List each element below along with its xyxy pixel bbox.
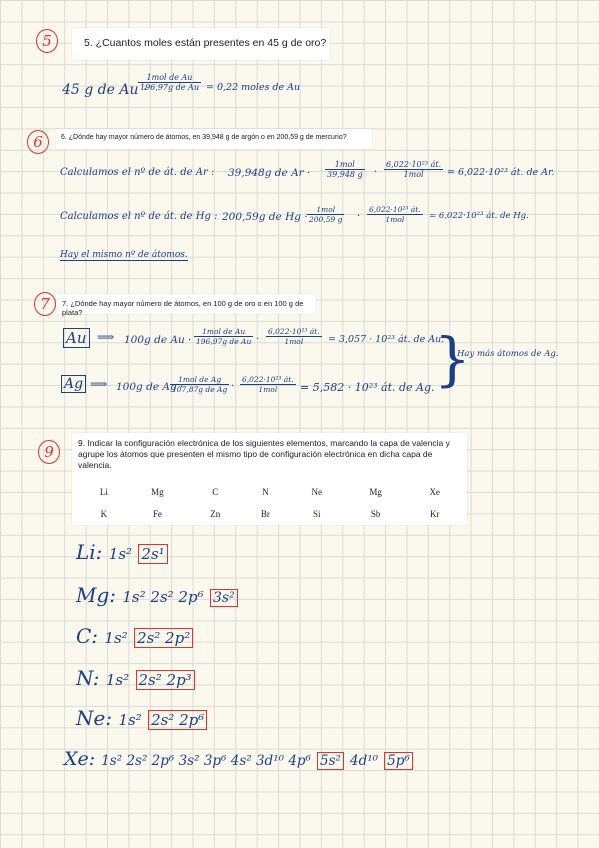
config-li-core: 1s² — [108, 545, 133, 563]
config-c — [76, 624, 193, 648]
q6-line1-mass: 39,948g de Ar · — [228, 167, 311, 179]
q5-frac-top: 1mol de Au — [138, 73, 201, 83]
q5-frac-bottom: 196,97g de Au — [140, 83, 199, 92]
config-ne — [76, 706, 207, 730]
q7-ag-frac1 — [170, 375, 229, 394]
q6-line2-frac1 — [307, 205, 344, 224]
q7-au-frac1 — [194, 327, 253, 346]
q6-line1-result: = 6,022·10²³ át. de Ar. — [447, 167, 555, 178]
element-cell: Sb — [370, 509, 381, 519]
config-li — [76, 540, 168, 564]
question-number-7: 7 — [34, 292, 56, 316]
q5-fraction — [138, 73, 201, 92]
element-cell: Fe — [152, 509, 162, 519]
question-7-text: 7. ¿Dónde hay mayor número de átomos, en 100 g de oro o en 100 g de plata? — [62, 299, 304, 317]
q7-au-frac1-bottom: 196,97g de Au — [196, 337, 252, 346]
q7-au-dot: · — [256, 334, 260, 345]
q6-conclusion: Hay el mismo nº de átomos. — [60, 250, 188, 260]
q7-au-result: = 3,057 · 10²³ át. de Au. — [328, 334, 445, 345]
question-number-9: 9 — [38, 440, 60, 464]
q6-line2-mass: 200,59g de Hg · — [222, 211, 308, 223]
elements-row-1 — [82, 481, 462, 503]
q6-line1-frac1 — [325, 160, 365, 179]
q5-answer-lead: 45 g de Au · — [62, 82, 148, 98]
question-9-box — [72, 433, 467, 525]
q7-conclusion: Hay más átomos de Ag. — [457, 349, 559, 359]
config-xe-mid: 4d¹⁰ — [350, 753, 379, 769]
q6-line2-frac1-bottom: 200,59 g — [309, 215, 343, 224]
q6-line1-frac2-top: 6,022·10²³ át. — [386, 160, 442, 169]
config-n-label: N: — [76, 666, 100, 690]
q7-ag-frac2 — [240, 375, 296, 394]
config-mg — [76, 583, 238, 607]
config-xe-valence-p: 5p⁶ — [384, 752, 413, 770]
q7-ag-label: Ag — [61, 375, 86, 393]
config-xe-core: 1s² 2s² 2p⁶ 3s² 3p⁶ 4s² 3d¹⁰ 4p⁶ — [101, 753, 311, 769]
config-mg-label: Mg: — [76, 583, 117, 607]
q6-line1-dot: · — [374, 167, 378, 178]
element-cell: Xe — [429, 487, 440, 497]
q6-line1-frac2 — [384, 160, 443, 179]
q6-line1-frac2-bottom: 1mol — [403, 170, 424, 179]
q6-line2-result: = 6,022·10²³ át. de Hg. — [429, 211, 529, 221]
config-ne-core: 1s² — [118, 711, 142, 729]
question-6-text: 6. ¿Dónde hay mayor número de átomos, en 39,948 g de argón o en 200,59 g de mercurio? — [61, 134, 347, 141]
q7-au-arrow: ⟹ — [97, 330, 115, 344]
element-cell: Si — [312, 509, 321, 519]
q7-ag-frac2-bottom: 1mol — [258, 385, 278, 394]
q7-ag-dot: · — [231, 381, 235, 392]
config-li-valence: 2s¹ — [138, 544, 167, 564]
config-xe-valence-s: 5s² — [317, 752, 344, 770]
q7-au-frac2-bottom: 1mol — [284, 337, 304, 346]
q6-line2-lead: Calculamos el nº de át. de Hg : — [60, 211, 218, 222]
element-cell: Kr — [429, 509, 440, 519]
elements-table — [82, 481, 462, 525]
q7-ag-mass: 100g de Ag · — [116, 381, 184, 393]
config-n-core: 1s² — [105, 671, 130, 689]
config-mg-core: 1s² 2s² 2p⁶ — [122, 588, 204, 606]
element-cell: C — [212, 487, 219, 497]
config-mg-valence: 3s² — [210, 589, 238, 607]
q6-line2-frac1-top: 1mol — [307, 205, 344, 215]
config-c-label: C: — [76, 624, 99, 648]
config-n — [76, 666, 195, 690]
q6-line2-dot: · — [357, 211, 361, 222]
q5-answer-result: = 0,22 moles de Au — [206, 82, 301, 93]
q6-line1-lead: Calculamos el nº de át. de Ar : — [60, 167, 215, 178]
question-number-6: 6 — [27, 130, 49, 154]
q6-line1-frac1-bottom: 39,948 g — [327, 170, 363, 179]
question-9-text: 9. Indicar la configuración electrónica de los siguientes elementos, marcando la capa de valencia y agrupe los átomos que presenten el mismo tipo de configuración electrónica en dicha capa de valencia. — [78, 438, 450, 470]
config-xe — [64, 748, 413, 770]
q7-au-label: Au — [63, 328, 90, 348]
config-c-valence: 2s² 2p² — [134, 628, 193, 648]
q6-line2-frac2 — [367, 205, 423, 224]
config-ne-valence: 2s² 2p⁶ — [148, 710, 207, 730]
q7-brace: } — [434, 325, 471, 393]
config-li-label: Li: — [76, 540, 103, 564]
q7-ag-frac1-bottom: 107,87g de Ag — [172, 385, 228, 394]
q7-ag-frac1-top: 1mol de Ag — [170, 375, 229, 385]
q6-line2-frac2-top: 6,022·10²³ át. — [369, 205, 421, 214]
config-n-valence: 2s² 2p³ — [136, 670, 195, 690]
element-cell: Li — [99, 487, 108, 497]
element-cell: Mg — [151, 487, 164, 497]
elements-row-2 — [82, 503, 462, 525]
question-number-5: 5 — [36, 29, 58, 53]
q7-ag-arrow: ⟹ — [90, 377, 108, 391]
config-xe-label: Xe: — [64, 748, 96, 770]
element-cell: Br — [260, 509, 270, 519]
config-ne-label: Ne: — [76, 706, 113, 730]
q6-line1-frac1-top: 1mol — [325, 160, 365, 170]
question-6-box — [56, 129, 372, 149]
q7-au-frac2 — [266, 327, 322, 346]
q6-line2-frac2-bottom: 1mol — [385, 215, 405, 224]
element-cell: Mg — [369, 487, 382, 497]
question-7-box — [56, 294, 316, 317]
q7-au-frac1-top: 1mol de Au — [194, 327, 253, 337]
element-cell: Ne — [311, 487, 322, 497]
element-cell: N — [262, 487, 269, 497]
q7-ag-frac2-top: 6,022·10²³ át. — [242, 375, 294, 384]
element-cell: K — [100, 509, 108, 519]
question-5-box — [72, 28, 330, 60]
q7-ag-result: = 5,582 · 10²³ át. de Ag. — [300, 381, 435, 394]
q7-au-mass: 100g de Au · — [124, 334, 192, 346]
config-c-core: 1s² — [104, 629, 128, 647]
question-5-text: 5. ¿Cuantos moles están presentes en 45 g de oro? — [84, 37, 327, 49]
q7-au-frac2-top: 6,022·10²³ át. — [268, 327, 320, 336]
element-cell: Zn — [210, 509, 221, 519]
